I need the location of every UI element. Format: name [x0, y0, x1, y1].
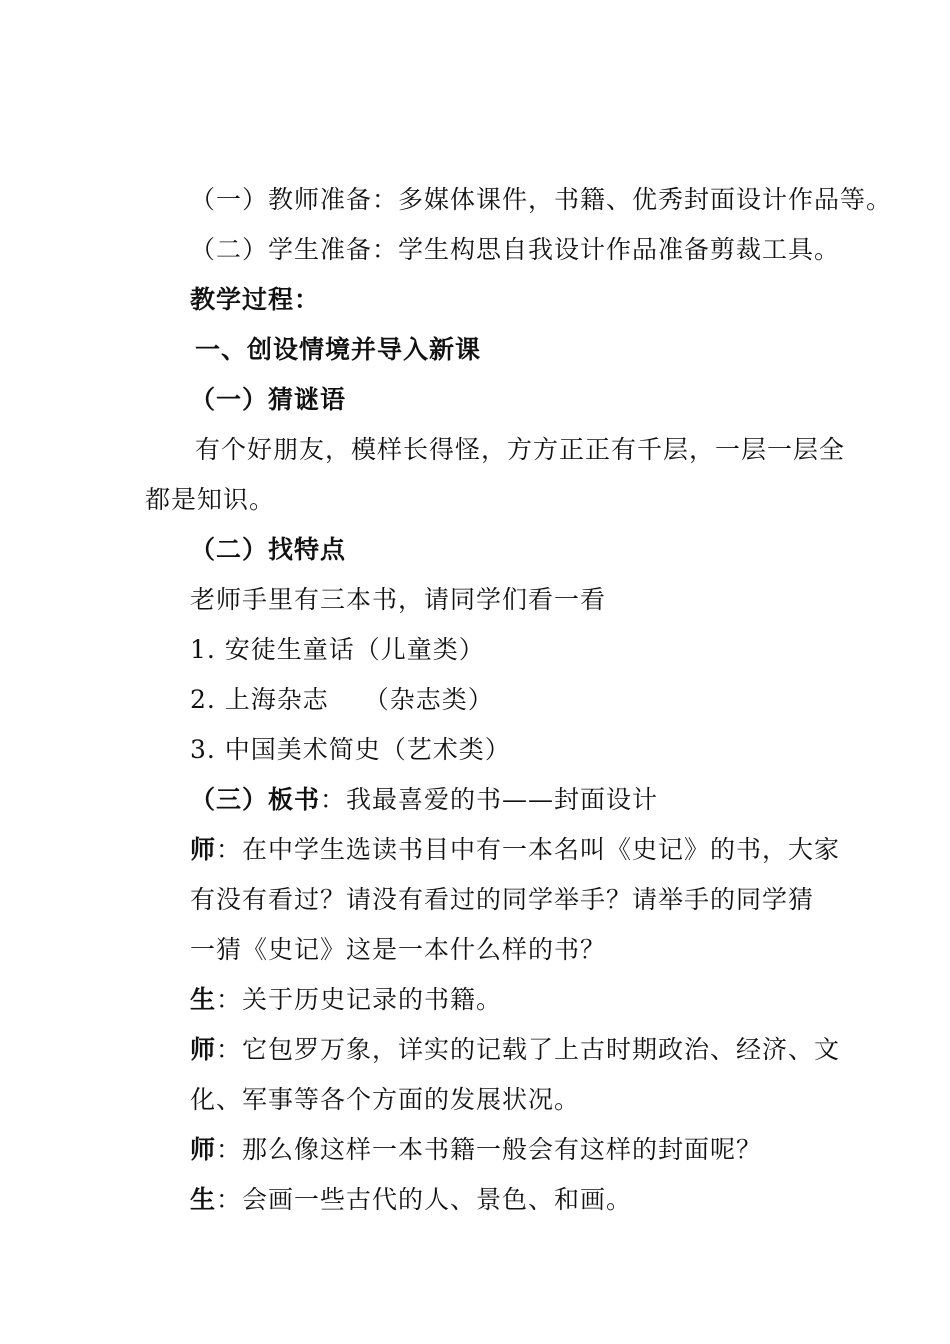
dialogue-line: 一猜《史记》这是一本什么样的书？	[190, 935, 607, 964]
student-preparation: （二）学生准备：学生构思自我设计作品准备剪裁工具。	[190, 235, 841, 264]
riddle-text-line: 都是知识。	[145, 485, 276, 514]
dialogue-line: 有没有看过？请没有看过的同学举手？请举手的同学猜	[190, 885, 815, 914]
dialogue-line	[190, 1035, 840, 1065]
books-intro: 老师手里有三本书，请同学们看一看	[190, 585, 607, 614]
book-list-item: 2. 上海杂志 （杂志类）	[190, 685, 494, 714]
speaker-label: 师	[190, 835, 217, 864]
teacher-preparation: （一）教师准备：多媒体课件，书籍、优秀封面设计作品等。	[190, 185, 893, 214]
subsection-features-heading: （二）找特点	[190, 535, 347, 564]
section-heading: 一、创设情境并导入新课	[195, 335, 482, 364]
teaching-process-heading: 教学过程：	[190, 285, 321, 314]
book-list-item: 3. 中国美术简史（艺术类）	[190, 735, 511, 764]
book-list-item: 1. 安徒生童话（儿童类）	[190, 635, 485, 664]
dialogue-text: ：在中学生选读书目中有一本名叫《史记》的书，大家	[216, 835, 841, 864]
dialogue-line	[190, 1185, 632, 1215]
speaker-label: 师	[190, 1135, 217, 1164]
speaker-label: 生	[190, 1185, 217, 1214]
blackboard-line	[190, 785, 658, 815]
dialogue-line	[190, 835, 840, 865]
dialogue-text: ：会画一些古代的人、景色、和画。	[216, 1185, 633, 1214]
dialogue-line	[190, 1135, 762, 1165]
speaker-label: 生	[190, 985, 217, 1014]
dialogue-line	[190, 985, 502, 1015]
dialogue-text: ：关于历史记录的书籍。	[216, 985, 503, 1014]
speaker-label: 师	[190, 1035, 217, 1064]
blackboard-label: （三）板书	[190, 785, 321, 814]
dialogue-text: ：它包罗万象，详实的记载了上古时期政治、经济、文	[216, 1035, 841, 1064]
subsection-riddle-heading: （一）猜谜语	[190, 385, 347, 414]
blackboard-text: ：我最喜爱的书——封面设计	[320, 785, 659, 814]
dialogue-text: ：那么像这样一本书籍一般会有这样的封面呢？	[216, 1135, 763, 1164]
dialogue-line: 化、军事等各个方面的发展状况。	[190, 1085, 581, 1114]
riddle-text-line: 有个好朋友，模样长得怪，方方正正有千层，一层一层全	[195, 435, 846, 464]
